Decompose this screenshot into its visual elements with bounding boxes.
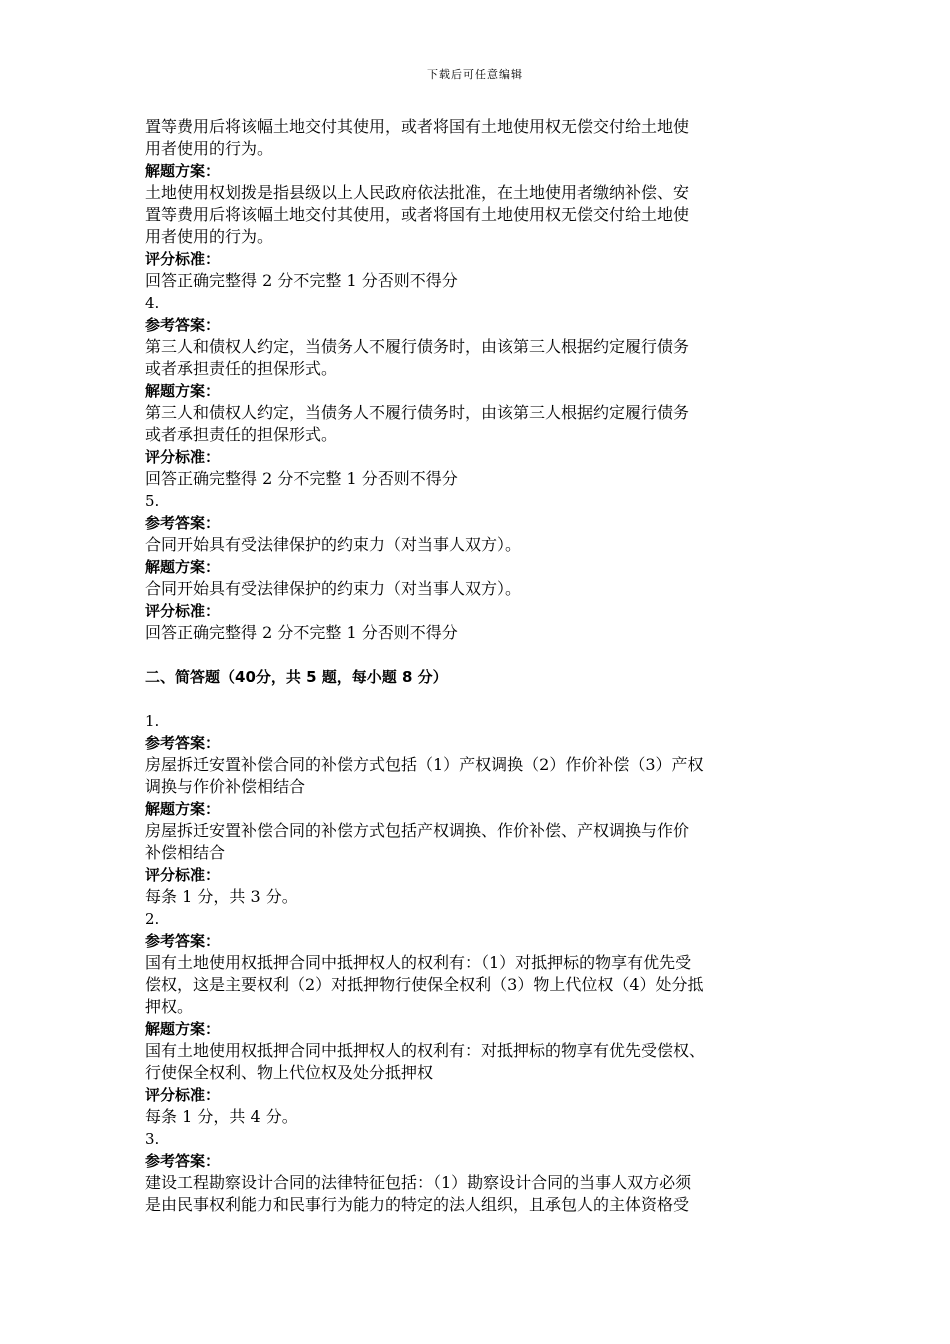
criteria-label: 评分标准： bbox=[145, 602, 221, 620]
criteria-label: 评分标准： bbox=[145, 448, 221, 466]
answer-line: 建设工程勘察设计合同的法律特征包括：（1）勘察设计合同的当事人双方必须 bbox=[145, 1173, 692, 1192]
answer-label: 参考答案： bbox=[145, 932, 221, 950]
answer-line: 房屋拆迁安置补偿合同的补偿方式包括（1）产权调换（2）作价补偿（3）产权 bbox=[145, 755, 704, 774]
question-number: 3. bbox=[145, 1130, 160, 1148]
solution-line: 第三人和债权人约定，当债务人不履行债务时，由该第三人根据约定履行债务 bbox=[145, 403, 690, 422]
question-number: 4. bbox=[145, 294, 160, 312]
answer-line: 押权。 bbox=[145, 997, 194, 1016]
answer-label: 参考答案： bbox=[145, 1152, 221, 1170]
solution-line: 合同开始具有受法律保护的约束力（对当事人双方）。 bbox=[145, 579, 522, 598]
criteria-label: 评分标准： bbox=[145, 250, 221, 268]
criteria-text: 回答正确完整得 2 分不完整 1 分否则不得分 bbox=[145, 623, 458, 642]
question-number: 1. bbox=[145, 712, 160, 730]
answer-line: 置等费用后将该幅土地交付其使用，或者将国有土地使用权无偿交付给土地使 bbox=[145, 117, 690, 136]
solution-line: 房屋拆迁安置补偿合同的补偿方式包括产权调换、作价补偿、产权调换与作价 bbox=[145, 821, 690, 840]
criteria-text: 每条 1 分，共 4 分。 bbox=[145, 1107, 298, 1126]
answer-line: 是由民事权利能力和民事行为能力的特定的法人组织，且承包人的主体资格受 bbox=[145, 1195, 690, 1214]
answer-line: 第三人和债权人约定，当债务人不履行债务时，由该第三人根据约定履行债务 bbox=[145, 337, 690, 356]
solution-line: 或者承担责任的担保形式。 bbox=[145, 425, 338, 444]
criteria-text: 回答正确完整得 2 分不完整 1 分否则不得分 bbox=[145, 271, 458, 290]
solution-label: 解题方案： bbox=[145, 558, 221, 576]
answer-line: 用者使用的行为。 bbox=[145, 139, 274, 158]
section-title: 二、简答题（40分，共 5 题，每小题 8 分） bbox=[145, 668, 448, 686]
answer-line: 合同开始具有受法律保护的约束力（对当事人双方）。 bbox=[145, 535, 522, 554]
solution-label: 解题方案： bbox=[145, 1020, 221, 1038]
solution-line: 土地使用权划拨是指县级以上人民政府依法批准，在土地使用者缴纳补偿、安 bbox=[145, 183, 690, 202]
solution-label: 解题方案： bbox=[145, 162, 221, 180]
answer-line: 国有土地使用权抵押合同中抵押权人的权利有：（1）对抵押标的物享有优先受 bbox=[145, 953, 692, 972]
criteria-text: 回答正确完整得 2 分不完整 1 分否则不得分 bbox=[145, 469, 458, 488]
solution-line: 补偿相结合 bbox=[145, 843, 226, 862]
answer-label: 参考答案： bbox=[145, 734, 221, 752]
solution-label: 解题方案： bbox=[145, 800, 221, 818]
answer-label: 参考答案： bbox=[145, 316, 221, 334]
criteria-label: 评分标准： bbox=[145, 866, 221, 884]
solution-label: 解题方案： bbox=[145, 382, 221, 400]
solution-line: 用者使用的行为。 bbox=[145, 227, 274, 246]
solution-line: 国有土地使用权抵押合同中抵押权人的权利有：对抵押标的物享有优先受偿权、 bbox=[145, 1041, 706, 1060]
criteria-label: 评分标准： bbox=[145, 1086, 221, 1104]
document-body bbox=[145, 116, 815, 1216]
answer-label: 参考答案： bbox=[145, 514, 221, 532]
answer-line: 偿权，这是主要权利（2）对抵押物行使保全权利（3）物上代位权（4）处分抵 bbox=[145, 975, 704, 994]
page-header: 下载后可任意编辑 bbox=[427, 68, 523, 81]
answer-line: 调换与作价补偿相结合 bbox=[145, 777, 306, 796]
question-number: 5. bbox=[145, 492, 160, 510]
solution-line: 行使保全权利、物上代位权及处分抵押权 bbox=[145, 1063, 434, 1082]
question-number: 2. bbox=[145, 910, 160, 928]
criteria-text: 每条 1 分，共 3 分。 bbox=[145, 887, 298, 906]
solution-line: 置等费用后将该幅土地交付其使用，或者将国有土地使用权无偿交付给土地使 bbox=[145, 205, 690, 224]
answer-line: 或者承担责任的担保形式。 bbox=[145, 359, 338, 378]
